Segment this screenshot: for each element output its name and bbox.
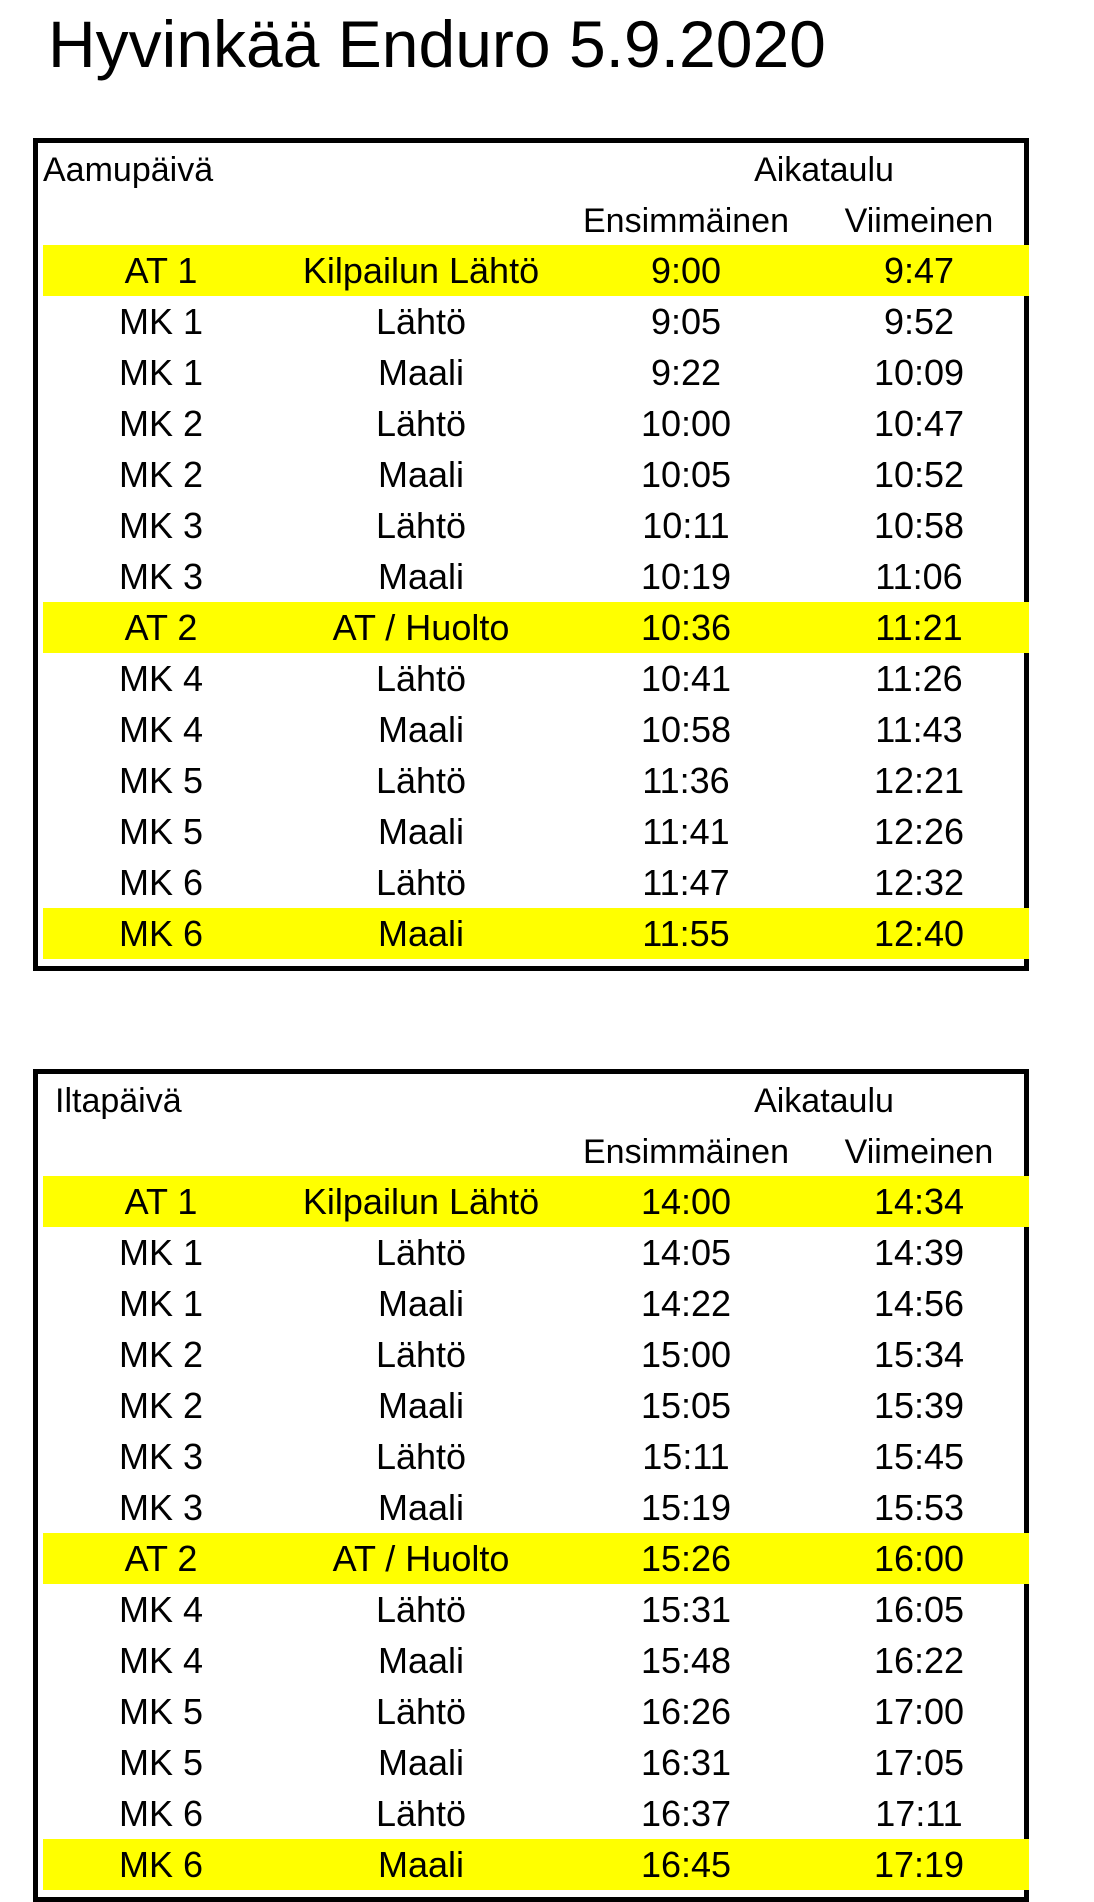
checkpoint-description: Kilpailun Lähtö: [302, 250, 540, 291]
schedule-row: [43, 500, 1029, 551]
first-time: 10:41: [640, 658, 732, 699]
checkpoint-description: Lähtö: [375, 760, 467, 801]
schedule-label: Aikataulu: [754, 151, 894, 189]
last-column-header: Viimeinen: [844, 1133, 994, 1171]
last-time: 17:00: [873, 1691, 965, 1732]
schedule-row: [43, 1788, 1029, 1839]
morning-schedule-table: [33, 138, 1029, 971]
checkpoint-description: Maali: [377, 1844, 465, 1885]
checkpoint-id: AT 1: [124, 250, 198, 291]
checkpoint-description: Lähtö: [375, 1436, 467, 1477]
last-time: 10:52: [873, 454, 965, 495]
last-time: 14:34: [873, 1181, 965, 1222]
period-label: Aamupäivä: [43, 151, 214, 189]
last-time: 15:34: [873, 1334, 965, 1375]
checkpoint-id: AT 1: [124, 1181, 198, 1222]
checkpoint-description: Maali: [377, 1640, 465, 1681]
checkpoint-description: Maali: [377, 1385, 465, 1426]
checkpoint-description: Lähtö: [375, 1232, 467, 1273]
checkpoint-description: Maali: [377, 913, 465, 954]
checkpoint-id: MK 5: [118, 1742, 204, 1783]
first-column-header: Ensimmäinen: [583, 202, 789, 240]
highlighted-schedule-row: [43, 602, 1029, 653]
checkpoint-description: Lähtö: [375, 1793, 467, 1834]
first-time: 10:11: [642, 505, 730, 546]
schedule-row: [43, 806, 1029, 857]
last-time: 11:06: [875, 556, 963, 597]
last-time: 16:05: [873, 1589, 965, 1630]
checkpoint-description: Lähtö: [375, 658, 467, 699]
last-time: 14:39: [873, 1232, 965, 1273]
first-time: 15:48: [640, 1640, 732, 1681]
period-label: Iltapäivä: [55, 1082, 182, 1120]
last-time: 16:00: [873, 1538, 965, 1579]
highlighted-schedule-row: [43, 1176, 1029, 1227]
schedule-row: [43, 1329, 1029, 1380]
last-time: 17:05: [873, 1742, 965, 1783]
first-time: 15:26: [640, 1538, 732, 1579]
schedule-row: [43, 1431, 1029, 1482]
highlighted-schedule-row: [43, 1533, 1029, 1584]
checkpoint-description: Lähtö: [375, 505, 467, 546]
first-time: 16:26: [640, 1691, 732, 1732]
first-time: 11:36: [642, 760, 730, 801]
checkpoint-id: MK 5: [118, 1691, 204, 1732]
last-time: 17:11: [875, 1793, 963, 1834]
checkpoint-description: Maali: [377, 556, 465, 597]
first-time: 14:05: [640, 1232, 732, 1273]
first-time: 10:05: [640, 454, 732, 495]
last-column-header: Viimeinen: [844, 202, 994, 240]
last-time: 17:19: [873, 1844, 965, 1885]
schedule-label: Aikataulu: [754, 1082, 894, 1120]
first-time: 16:31: [640, 1742, 732, 1783]
last-time: 14:56: [873, 1283, 965, 1324]
first-time: 10:19: [640, 556, 732, 597]
first-time: 14:22: [640, 1283, 732, 1324]
highlighted-schedule-row: [43, 245, 1029, 296]
last-time: 16:22: [873, 1640, 965, 1681]
checkpoint-description: Lähtö: [375, 301, 467, 342]
schedule-row: [43, 1380, 1029, 1431]
checkpoint-description: Maali: [377, 1487, 465, 1528]
checkpoint-id: MK 6: [118, 862, 204, 903]
first-time: 15:31: [640, 1589, 732, 1630]
last-time: 12:21: [873, 760, 965, 801]
first-time: 16:45: [640, 1844, 732, 1885]
first-time: 16:37: [640, 1793, 732, 1834]
first-time: 15:11: [642, 1436, 730, 1477]
first-time: 9:05: [650, 301, 722, 342]
checkpoint-description: AT / Huolto: [332, 607, 510, 648]
checkpoint-id: MK 1: [118, 301, 204, 342]
checkpoint-id: MK 1: [118, 1283, 204, 1324]
checkpoint-description: Kilpailun Lähtö: [302, 1181, 540, 1222]
checkpoint-id: AT 2: [124, 1538, 198, 1579]
checkpoint-id: MK 2: [118, 1334, 204, 1375]
checkpoint-description: Maali: [377, 811, 465, 852]
checkpoint-id: MK 6: [118, 1793, 204, 1834]
checkpoint-id: MK 5: [118, 811, 204, 852]
checkpoint-description: Lähtö: [375, 862, 467, 903]
first-time: 10:00: [640, 403, 732, 444]
schedule-row: [43, 398, 1029, 449]
checkpoint-description: Lähtö: [375, 1589, 467, 1630]
first-time: 9:00: [650, 250, 722, 291]
checkpoint-id: MK 2: [118, 1385, 204, 1426]
checkpoint-id: MK 1: [118, 352, 204, 393]
checkpoint-description: Maali: [377, 709, 465, 750]
schedule-row: [43, 449, 1029, 500]
last-time: 10:58: [873, 505, 965, 546]
schedule-row: [43, 551, 1029, 602]
schedule-row: [43, 755, 1029, 806]
schedule-row: [43, 704, 1029, 755]
checkpoint-description: Lähtö: [375, 1334, 467, 1375]
schedule-row: [43, 1227, 1029, 1278]
checkpoint-description: Maali: [377, 1283, 465, 1324]
first-time: 10:36: [640, 607, 732, 648]
first-time: 9:22: [650, 352, 722, 393]
checkpoint-id: MK 3: [118, 505, 204, 546]
checkpoint-id: MK 4: [118, 709, 204, 750]
last-time: 12:40: [873, 913, 965, 954]
last-time: 9:47: [883, 250, 955, 291]
last-time: 10:09: [873, 352, 965, 393]
last-time: 15:39: [873, 1385, 965, 1426]
checkpoint-description: Maali: [377, 1742, 465, 1783]
page-title: Hyvinkää Enduro 5.9.2020: [48, 7, 826, 81]
last-time: 10:47: [873, 403, 965, 444]
last-time: 12:32: [873, 862, 965, 903]
last-time: 11:21: [875, 607, 963, 648]
checkpoint-description: AT / Huolto: [332, 1538, 510, 1579]
schedule-row: [43, 653, 1029, 704]
checkpoint-id: MK 4: [118, 1640, 204, 1681]
first-time: 10:58: [640, 709, 732, 750]
checkpoint-description: Lähtö: [375, 1691, 467, 1732]
checkpoint-id: MK 6: [118, 913, 204, 954]
last-time: 15:45: [873, 1436, 965, 1477]
checkpoint-id: MK 2: [118, 403, 204, 444]
schedule-row: [43, 296, 1029, 347]
checkpoint-description: Maali: [377, 454, 465, 495]
schedule-row: [43, 1635, 1029, 1686]
last-time: 12:26: [873, 811, 965, 852]
first-time: 15:05: [640, 1385, 732, 1426]
last-time: 11:43: [875, 709, 963, 750]
first-time: 15:00: [640, 1334, 732, 1375]
checkpoint-id: MK 4: [118, 1589, 204, 1630]
first-column-header: Ensimmäinen: [583, 1133, 789, 1171]
schedule-row: [43, 1584, 1029, 1635]
checkpoint-id: MK 3: [118, 1436, 204, 1477]
last-time: 9:52: [883, 301, 955, 342]
schedule-row: [43, 1737, 1029, 1788]
afternoon-schedule-table: [33, 1069, 1029, 1902]
schedule-row: [43, 347, 1029, 398]
checkpoint-description: Maali: [377, 352, 465, 393]
checkpoint-id: AT 2: [124, 607, 198, 648]
first-time: 11:55: [642, 913, 730, 954]
checkpoint-id: MK 3: [118, 1487, 204, 1528]
schedule-row: [43, 857, 1029, 908]
checkpoint-id: MK 6: [118, 1844, 204, 1885]
highlighted-schedule-row: [43, 1839, 1029, 1890]
checkpoint-id: MK 3: [118, 556, 204, 597]
checkpoint-id: MK 1: [118, 1232, 204, 1273]
schedule-row: [43, 1278, 1029, 1329]
highlighted-schedule-row: [43, 908, 1029, 959]
checkpoint-id: MK 4: [118, 658, 204, 699]
first-time: 14:00: [640, 1181, 732, 1222]
schedule-row: [43, 1686, 1029, 1737]
first-time: 11:41: [642, 811, 730, 852]
checkpoint-id: MK 2: [118, 454, 204, 495]
last-time: 15:53: [873, 1487, 965, 1528]
checkpoint-id: MK 5: [118, 760, 204, 801]
schedule-row: [43, 1482, 1029, 1533]
checkpoint-description: Lähtö: [375, 403, 467, 444]
first-time: 11:47: [642, 862, 730, 903]
last-time: 11:26: [875, 658, 963, 699]
first-time: 15:19: [640, 1487, 732, 1528]
